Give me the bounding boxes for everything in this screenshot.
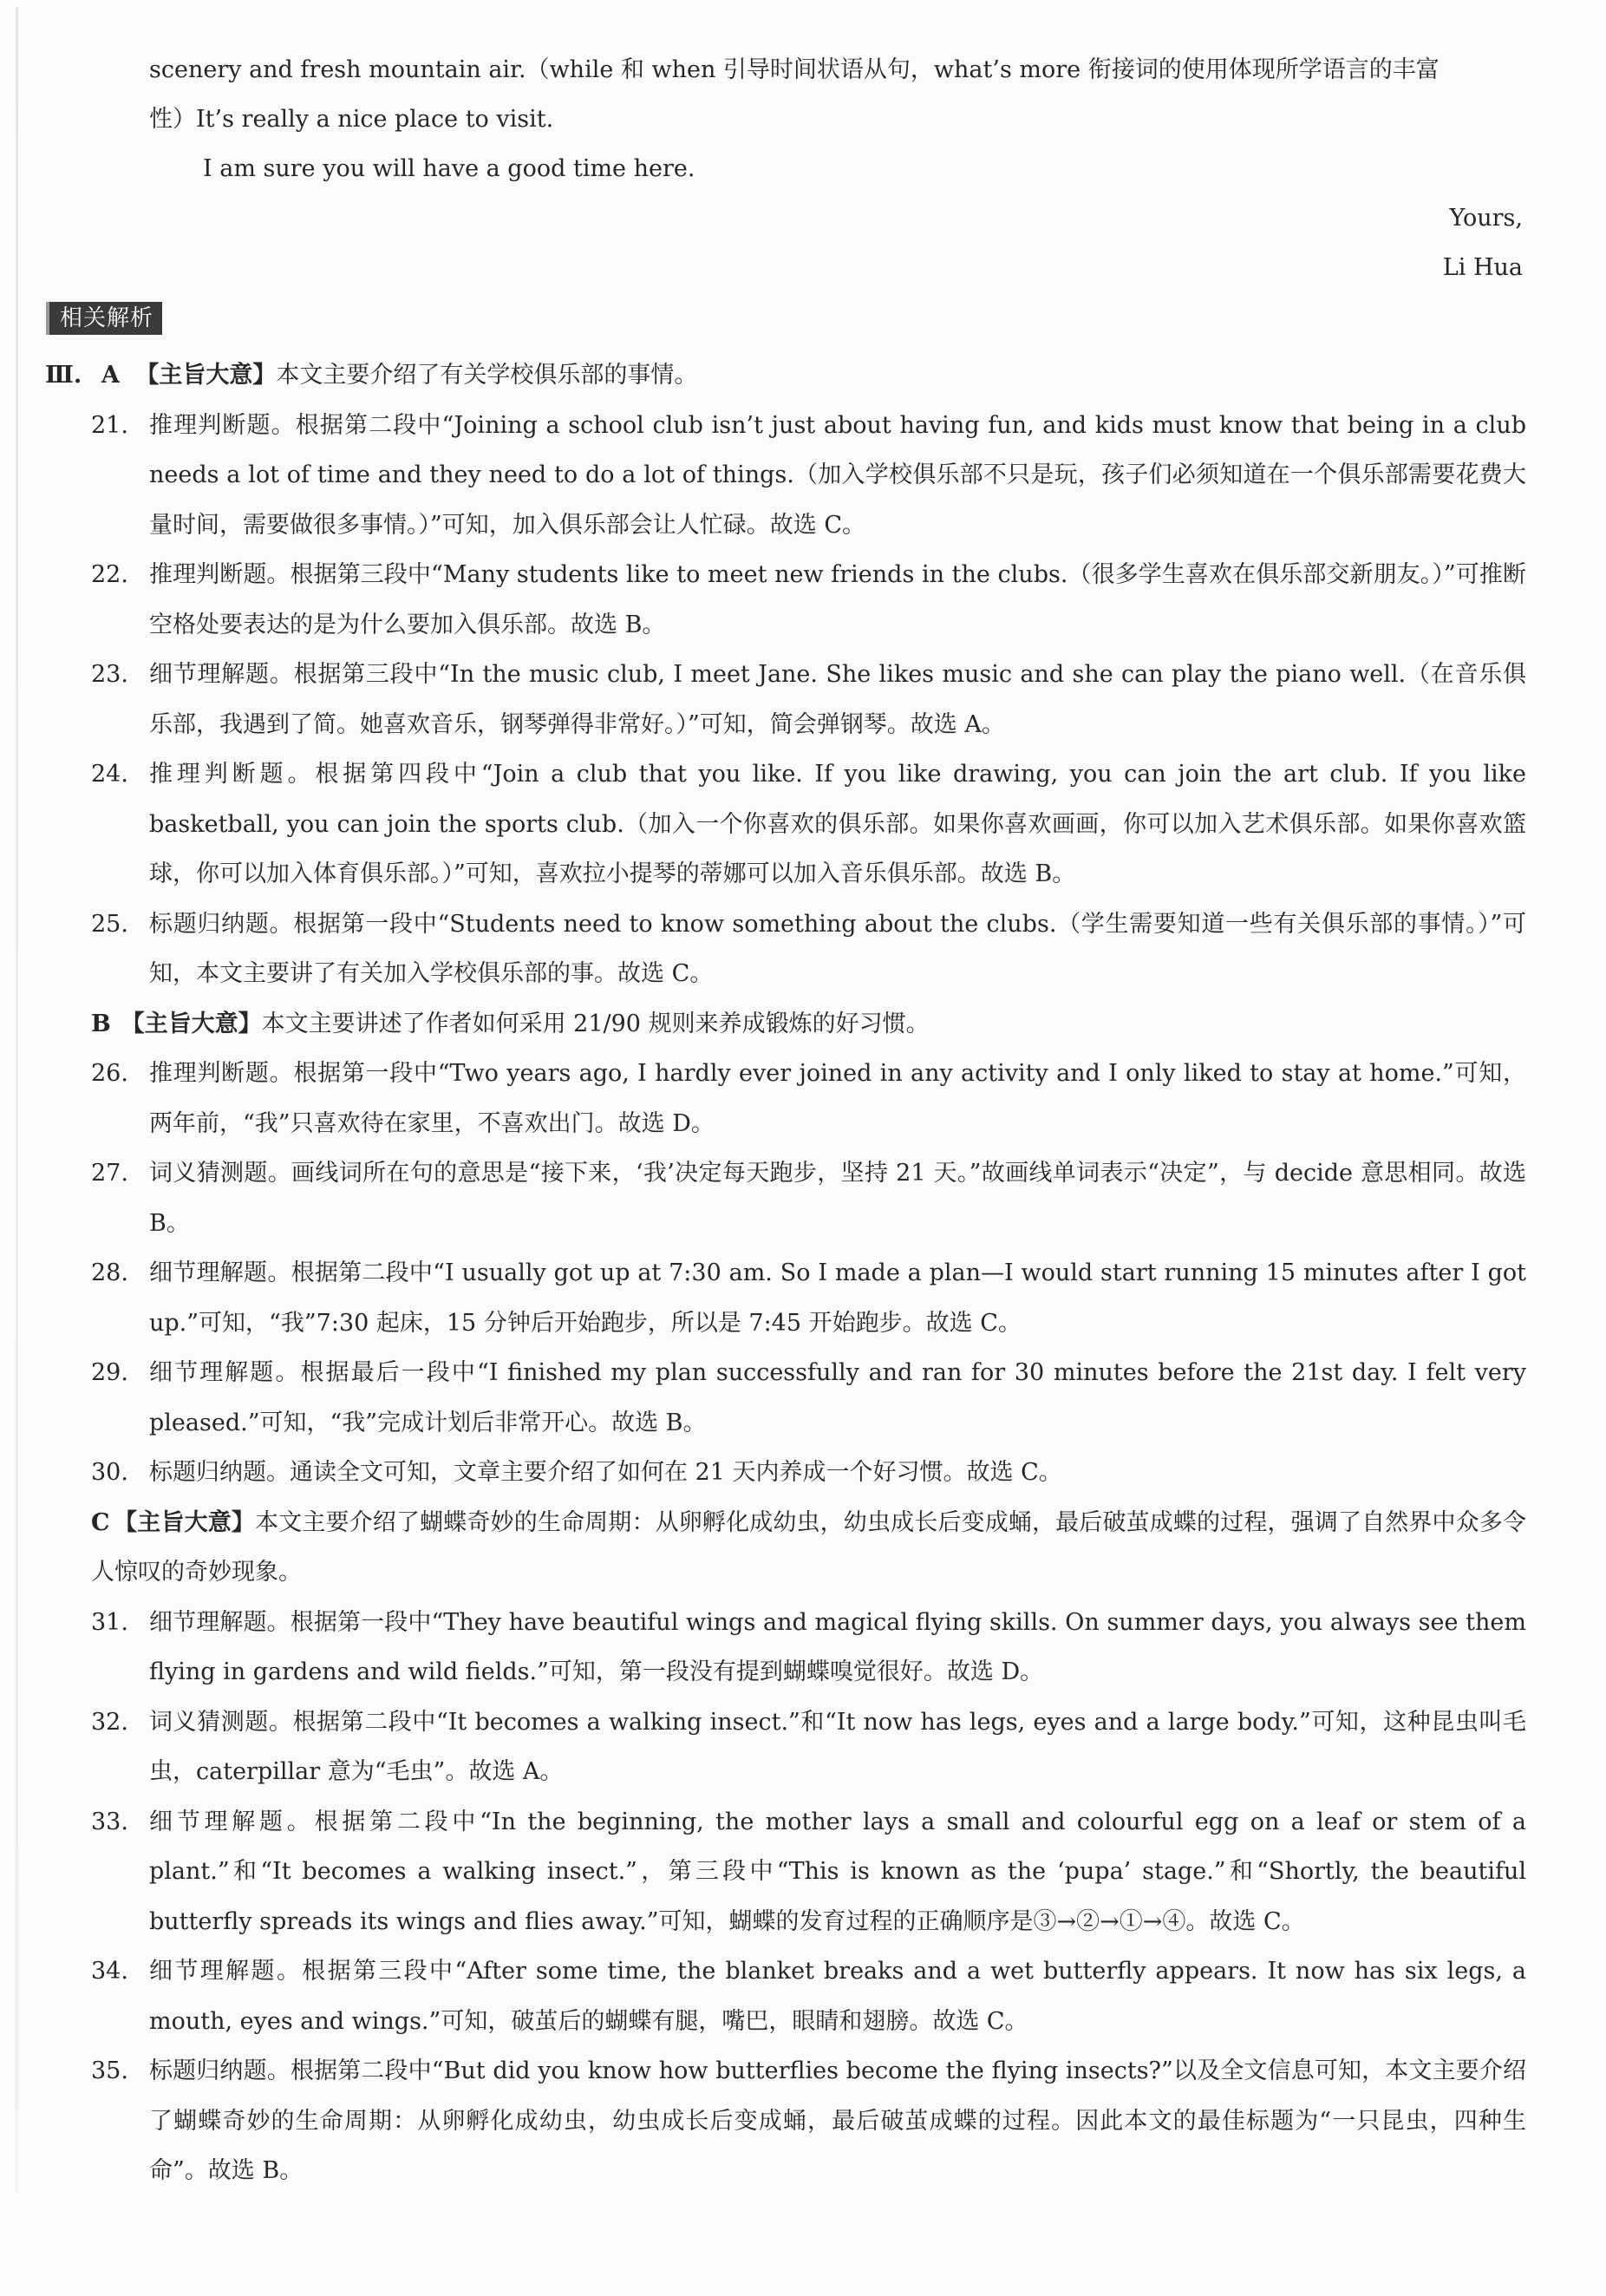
group-a-summary — [45, 350, 1526, 401]
letter-closing: Yours, — [1449, 205, 1523, 232]
analysis-body — [45, 350, 1526, 2196]
answer-item — [45, 1049, 1526, 1148]
item-text: 细节理解题。根据第三段中“In the music club, I meet Jane. She likes music and she can play the piano well.（在音乐俱乐部，我遇到了简。她喜欢音乐，钢琴弹得非常好。）”可知，简会弹钢琴。故选 A。 — [149, 661, 1526, 738]
item-text: 细节理解题。根据第三段中“After some time, the blanket breaks and a wet butterfly appears. It now has six legs, a mouth, eyes and wings.”可知，破茧后的蝴蝶有腿，嘴巴，眼睛和翅膀。故选 C。 — [149, 1958, 1526, 2035]
answer-item — [45, 550, 1526, 650]
item-text: 标题归纳题。根据第二段中“But did you know how butterflies become the flying insects?”以及全文信息可知，本文主要介绍了蝴蝶奇妙的生命周期：从卵孵化成幼虫，幼虫成长后变成蛹，最后破茧成蝶的过程。因此本文的最佳标题为“一只昆虫，四种生命”。故选 B。 — [149, 2057, 1526, 2184]
answer-item — [45, 1797, 1526, 1947]
summary-text: 本文主要介绍了有关学校俱乐部的事情。 — [276, 362, 698, 389]
group-letter: B — [91, 1010, 111, 1037]
item-number: 24. — [91, 761, 128, 788]
answer-item — [45, 1697, 1526, 1797]
answer-item — [45, 749, 1526, 899]
answer-item — [45, 1348, 1526, 1448]
summary-text: 本文主要介绍了蝴蝶奇妙的生命周期：从卵孵化成幼虫，幼虫成长后变成蛹，最后破茧成蝶的过程，强调了自然界中众多令人惊叹的奇妙现象。 — [91, 1508, 1527, 1586]
item-number: 27. — [91, 1160, 128, 1187]
group-letter: C — [91, 1508, 110, 1536]
item-number: 34. — [91, 1958, 128, 1985]
item-text: 标题归纳题。通读全文可知，文章主要介绍了如何在 21 天内养成一个好习惯。故选 C。 — [149, 1459, 1062, 1486]
item-number: 25. — [91, 910, 128, 938]
summary-tag: 【主旨大意】 — [135, 362, 277, 389]
item-number: 22. — [91, 561, 128, 588]
item-number: 33. — [91, 1808, 128, 1835]
item-text: 细节理解题。根据第二段中“In the beginning, the mother lays a small and colourful egg on a leaf or stem of a plant.”和“It becomes a walking insect.”，第三段中“This is known as the ‘pupa’ stage.”和“Shortly, the beautiful butterfly spreads its wings and flies away.”可知，蝴蝶的发育过程的正确顺序是③→②→①→④。故选 C。 — [149, 1808, 1526, 1935]
letter-signature: Li Hua — [1442, 254, 1523, 281]
answer-item — [45, 1148, 1526, 1248]
answer-item — [45, 1946, 1526, 2046]
item-number: 32. — [91, 1708, 128, 1736]
answer-item — [45, 1248, 1526, 1348]
letter-line: 性）It’s really a nice place to visit. — [149, 106, 554, 133]
answer-item — [45, 1448, 1526, 1498]
model-letter — [149, 45, 1526, 292]
item-number: 28. — [91, 1259, 128, 1286]
group-letter: A — [101, 362, 120, 389]
item-text: 词义猜测题。根据第二段中“It becomes a walking insect.”和“It now has legs, eyes and a large body.”可知，这种昆虫叫毛虫，caterpillar 意为“毛虫”。故选 A。 — [149, 1708, 1526, 1785]
item-number: 35. — [91, 2057, 128, 2084]
item-number: 26. — [91, 1060, 128, 1087]
item-number: 29. — [91, 1359, 128, 1386]
item-text: 细节理解题。根据最后一段中“I finished my plan successfully and ran for 30 minutes before the 21st day. I felt very pleased.”可知，“我”完成计划后非常开心。故选 B。 — [149, 1359, 1526, 1436]
part-label: Ⅲ. — [45, 362, 82, 389]
answer-item — [45, 2046, 1526, 2196]
item-text: 标题归纳题。根据第一段中“Students need to know something about the clubs.（学生需要知道一些有关俱乐部的事情。）”可知，本文主要讲了有关加入学校俱乐部的事。故选 C。 — [149, 910, 1526, 987]
item-text: 细节理解题。根据第二段中“I usually got up at 7:30 am. So I made a plan—I would start running 15 minutes after I got up.”可知，“我”7:30 起床，15 分钟后开始跑步，所以是 7:45 开始跑步。故选 C。 — [149, 1259, 1526, 1337]
letter-paragraph: I am sure you will have a good time here. — [203, 155, 695, 182]
item-text: 词义猜测题。画线词所在句的意思是“接下来，‘我’决定每天跑步，坚持 21 天。”故画线单词表示“决定”，与 decide 意思相同。故选 B。 — [149, 1160, 1526, 1237]
summary-text: 本文主要讲述了作者如何采用 21/90 规则来养成锻炼的好习惯。 — [261, 1010, 930, 1037]
item-number: 23. — [91, 661, 128, 688]
answer-item — [45, 899, 1526, 999]
item-text: 推理判断题。根据第二段中“Joining a school club isn’t just about having fun, and kids must know that being in a club needs a lot of time and they need to do a lot of things.（加入学校俱乐部不只是玩，孩子们必须知道在一个俱乐部需要花费大量时间，需要做很多事情。）”可知，加入俱乐部会让人忙碌。故选 C。 — [149, 411, 1526, 539]
item-text: 推理判断题。根据第一段中“Two years ago, I hardly ever joined in any activity and I only liked to stay at home.”可知，两年前，“我”只喜欢待在家里，不喜欢出门。故选 D。 — [149, 1060, 1526, 1137]
section-heading-tag: 相关解析 — [46, 302, 162, 335]
item-number: 30. — [91, 1459, 128, 1486]
summary-tag: 【主旨大意】 — [121, 1010, 262, 1037]
item-text: 推理判断题。根据第三段中“Many students like to meet new friends in the clubs.（很多学生喜欢在俱乐部交新朋友。）”可推断空格处要表达的是为什么要加入俱乐部。故选 B。 — [149, 561, 1526, 638]
answer-item — [45, 650, 1526, 749]
letter-paragraph — [149, 45, 1526, 144]
group-c-summary — [45, 1498, 1526, 1598]
item-number: 21. — [91, 411, 128, 439]
answer-item — [45, 1598, 1526, 1697]
summary-tag: 【主旨大意】 — [114, 1508, 256, 1536]
group-b-summary — [45, 999, 1526, 1050]
item-text: 细节理解题。根据第一段中“They have beautiful wings and magical flying skills. On summer days, you always see them flying in gardens and wild fields.”可知，第一段没有提到蝴蝶嗅觉很好。故选 D。 — [149, 1608, 1526, 1685]
item-number: 31. — [91, 1608, 128, 1636]
answer-item — [45, 401, 1526, 551]
item-text: 推理判断题。根据第四段中“Join a club that you like. If you like drawing, you can join the art club. If you like basketball, you can join the sports club.（加入一个你喜欢的俱乐部。如果你喜欢画画，你可以加入艺术俱乐部。如果你喜欢篮球，你可以加入体育俱乐部。）”可知，喜欢拉小提琴的蒂娜可以加入音乐俱乐部。故选 B。 — [149, 761, 1526, 887]
letter-line: scenery and fresh mountain air.（while 和 when 引导时间状语从句，what’s more 衔接词的使用体现所学语言的丰富 — [149, 56, 1440, 83]
